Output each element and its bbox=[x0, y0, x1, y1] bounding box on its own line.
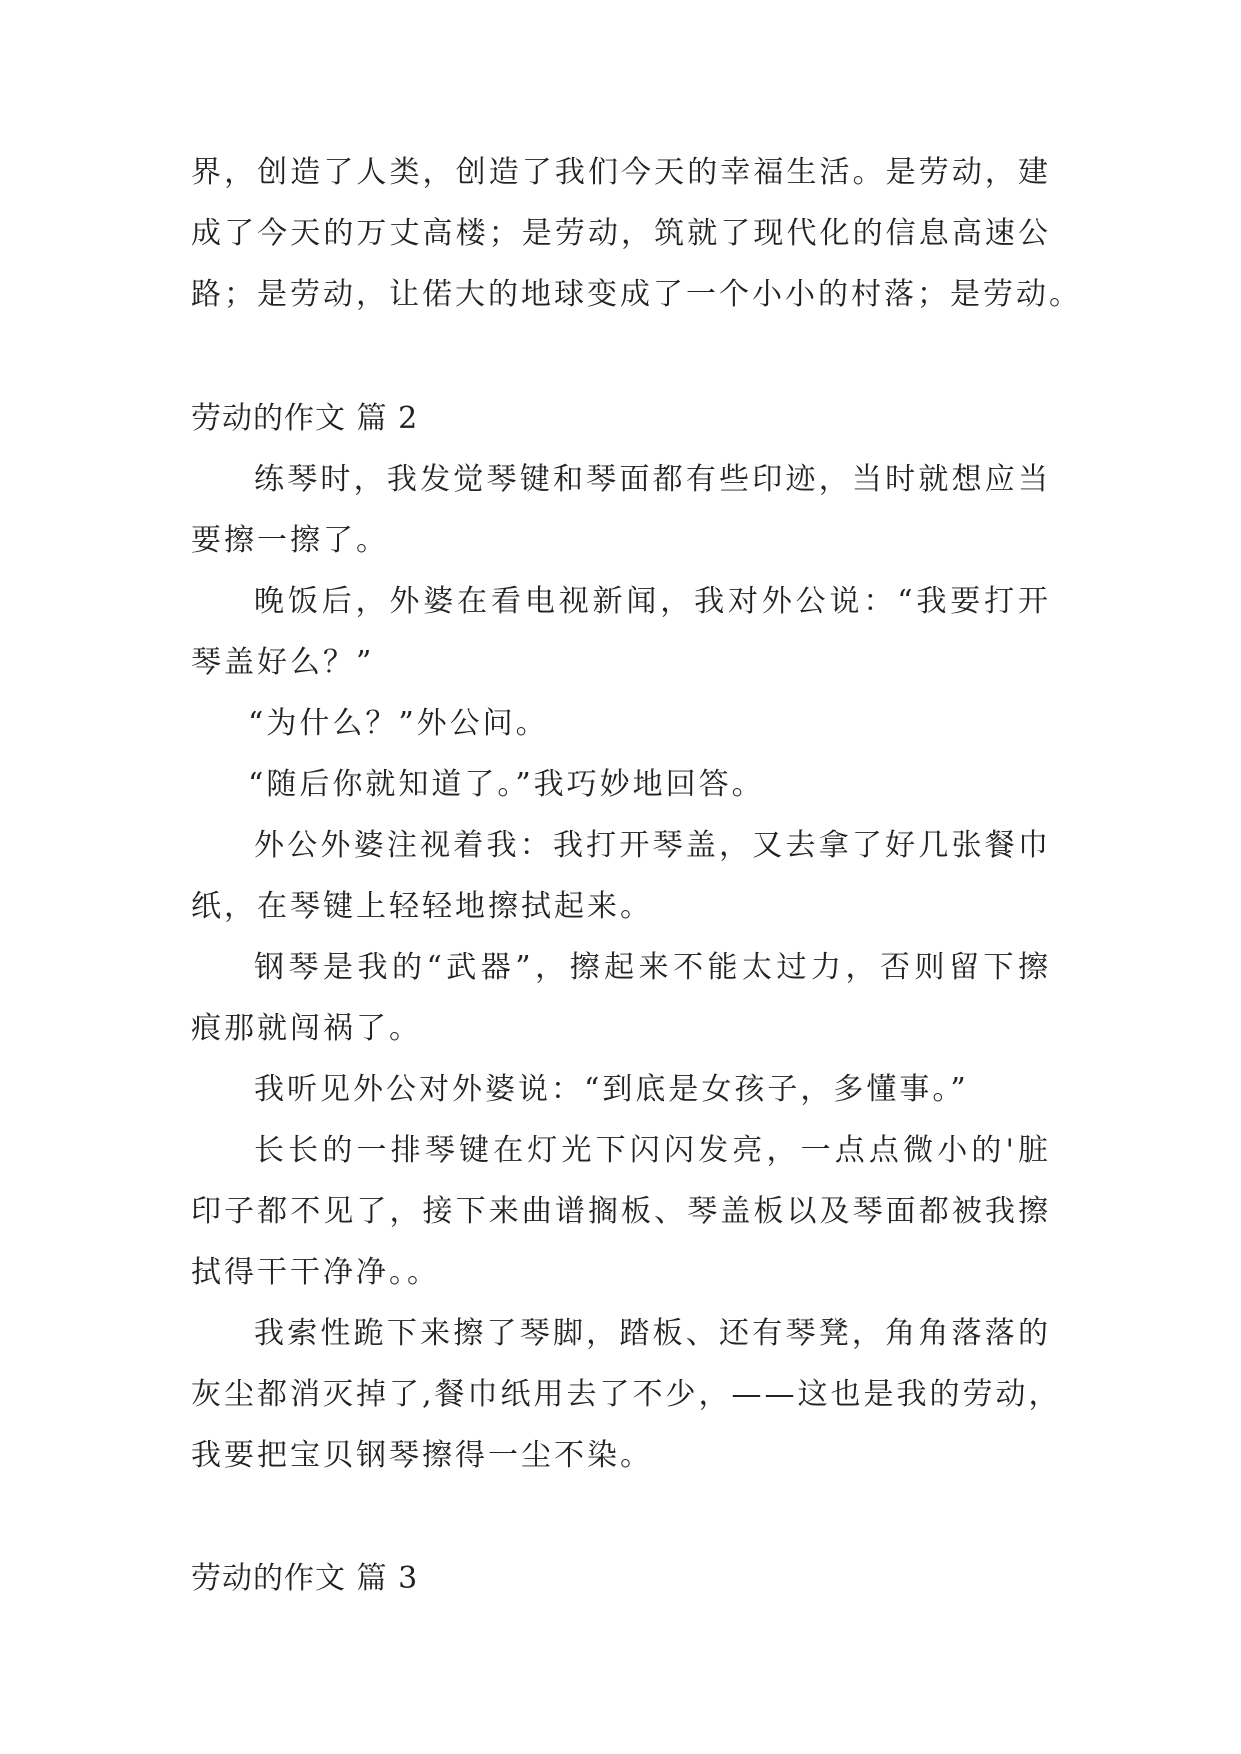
body-line: 我听见外公对外婆说：“到底是女孩子，多懂事。” bbox=[254, 1072, 969, 1107]
body-line: 钢琴是我的“武器”，擦起来不能太过力，否则留下擦 bbox=[254, 950, 1051, 985]
body-line: 纸，在琴键上轻轻地擦拭起来。 bbox=[191, 889, 653, 924]
body-line: 成了今天的万丈高楼；是劳动，筑就了现代化的信息高速公 bbox=[191, 216, 1051, 251]
body-line: 拭得干干净净。。 bbox=[191, 1255, 440, 1290]
body-line: 长长的一排琴键在灯光下闪闪发亮，一点点微小的'脏 bbox=[254, 1133, 1051, 1168]
body-line: 路；是劳动，让偌大的地球变成了一个小小的村落；是劳动。 bbox=[191, 277, 1082, 312]
body-line: 印子都不见了，接下来曲谱搁板、琴盖板以及琴面都被我擦 bbox=[191, 1194, 1051, 1229]
body-line: “随后你就知道了。”我巧妙地回答。 bbox=[248, 767, 765, 802]
body-line: 练琴时，我发觉琴键和琴面都有些印迹，当时就想应当 bbox=[254, 462, 1051, 497]
body-line: 痕那就闯祸了。 bbox=[191, 1011, 422, 1046]
body-line: 晚饭后，外婆在看电视新闻，我对外公说：“我要打开 bbox=[254, 584, 1051, 619]
body-line: 灰尘都消灭掉了,餐巾纸用去了不少，——这也是我的劳动， bbox=[191, 1377, 1062, 1412]
body-line: 琴盖好么？” bbox=[191, 645, 375, 680]
section-heading: 劳动的作文 篇 3 bbox=[191, 1561, 419, 1596]
body-line: 我索性跪下来擦了琴脚，踏板、还有琴凳，角角落落的 bbox=[254, 1316, 1051, 1351]
body-line: 外公外婆注视着我：我打开琴盖，又去拿了好几张餐巾 bbox=[254, 828, 1051, 863]
body-line: 界，创造了人类，创造了我们今天的幸福生活。是劳动，建 bbox=[191, 155, 1051, 190]
body-line: 要擦一擦了。 bbox=[191, 523, 389, 558]
section-heading: 劳动的作文 篇 2 bbox=[191, 401, 419, 436]
body-line: “为什么？”外公问。 bbox=[248, 706, 549, 741]
body-line: 我要把宝贝钢琴擦得一尘不染。 bbox=[191, 1438, 653, 1473]
